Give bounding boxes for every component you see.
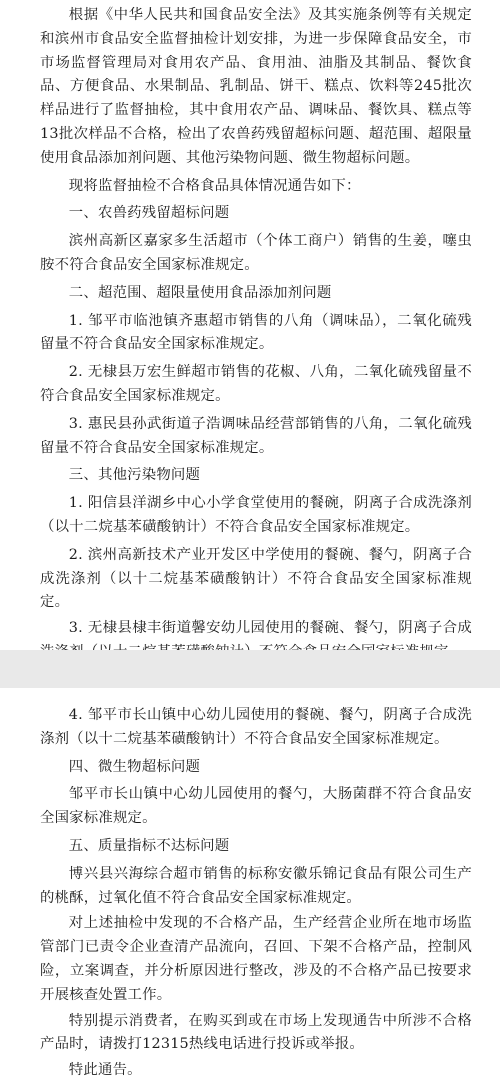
section-2-item-3: 3. 惠民县孙武街道子浩调味品经营部销售的八角，二氧化硫残留量不符合食品安全国家标准规定。 (40, 415, 472, 456)
section-heading-5: 五、质量指标不达标问题 (68, 837, 230, 854)
section-2-item-2: 2. 无棣县万宏生鲜超市销售的花椒、八角，二氧化硫残留量不符合食品安全国家标准规定。 (40, 364, 472, 404)
section-4-item: 邹平市长山镇中心幼儿园使用的餐勺，大肠菌群不符合食品安全国家标准规定。 (40, 786, 472, 827)
section-heading-4: 四、微生物超标问题 (68, 758, 201, 775)
section-3-item-3: 3. 无棣县棣丰街道馨安幼儿园使用的餐碗、餐勺，阴离子合成 (68, 620, 472, 637)
section-3-item-2: 2. 滨州高新技术产业开发区中学使用的餐碗、餐勺，阴离子合成洗涤剂（以十二烷基苯磺酸钠计）不符合食品安全国家标准规定。 (40, 546, 472, 611)
section-5-item: 博兴县兴海综合超市销售的标称安徽乐锦记食品有限公司生产的桃酥，过氧化值不符合食品安全国家标准规定。 (40, 865, 472, 906)
section-heading-2: 二、超范围、超限量使用食品添加剂问题 (68, 284, 332, 301)
section-3-item-1: 1. 阳信县洋湖乡中心小学食堂使用的餐碗，阴离子合成洗涤剂（以十二烷基苯磺酸钠计）不符合食品安全国家标准规定。 (40, 495, 472, 535)
intro-paragraph: 根据《中华人民共和国食品安全法》及其实施条例等有关规定和滨州市食品安全监督抽检计划安排，为进一步保障食品安全，市市场监督管理局对食用农产品、食用油、油脂及其制品、餐饮食品、方便食品、水果制品、乳制品、饼干、糕点、饮料等245批次样品进行了监督抽检，其中食用农产品、调味品、餐饮具、糕点等13批次样品不合格，检出了农兽药残留超标问题、超范围、超限量使用食品添加剂问题、其他污染物问题、微生物超标问题。 (40, 7, 472, 166)
section-1-item: 滨州高新区嘉家多生活超市（个体工商户）销售的生姜，噻虫胺不符合食品安全国家标准规定。 (40, 233, 472, 273)
section-heading-3: 三、其他污染物问题 (68, 467, 201, 484)
document-page-2 (0, 688, 500, 1079)
consumer-notice-paragraph: 特别提示消费者，在购买到或在市场上发现通告中所涉不合格产品时，请拨打12315热线电话进行投诉或举报。 (40, 1012, 472, 1053)
section-heading-1: 一、农兽药残留超标问题 (68, 205, 230, 222)
notice-lead-paragraph: 现将监督抽检不合格食品具体情况通告如下： (68, 177, 361, 194)
page-separator (0, 650, 500, 688)
section-2-item-1: 1. 邹平市临池镇齐惠超市销售的八角（调味品），二氧化硫残留量不符合食品安全国家标准规定。 (40, 312, 472, 353)
section-3-item-4: 4. 邹平市长山镇中心幼儿园使用的餐碗、餐勺，阴离子合成洗涤剂（以十二烷基苯磺酸钠计）不符合食品安全国家标准规定。 (40, 707, 472, 747)
closing-line: 特此通告。 (68, 1062, 142, 1079)
disposal-paragraph: 对上述抽检中发现的不合格产品，生产经营企业所在地市场监管部门已责令企业查清产品流向，召回、下架不合格产品，控制风险，立案调查，并分析原因进行整改，涉及的不合格产品已按要求开展核查处置工作。 (40, 915, 472, 1003)
